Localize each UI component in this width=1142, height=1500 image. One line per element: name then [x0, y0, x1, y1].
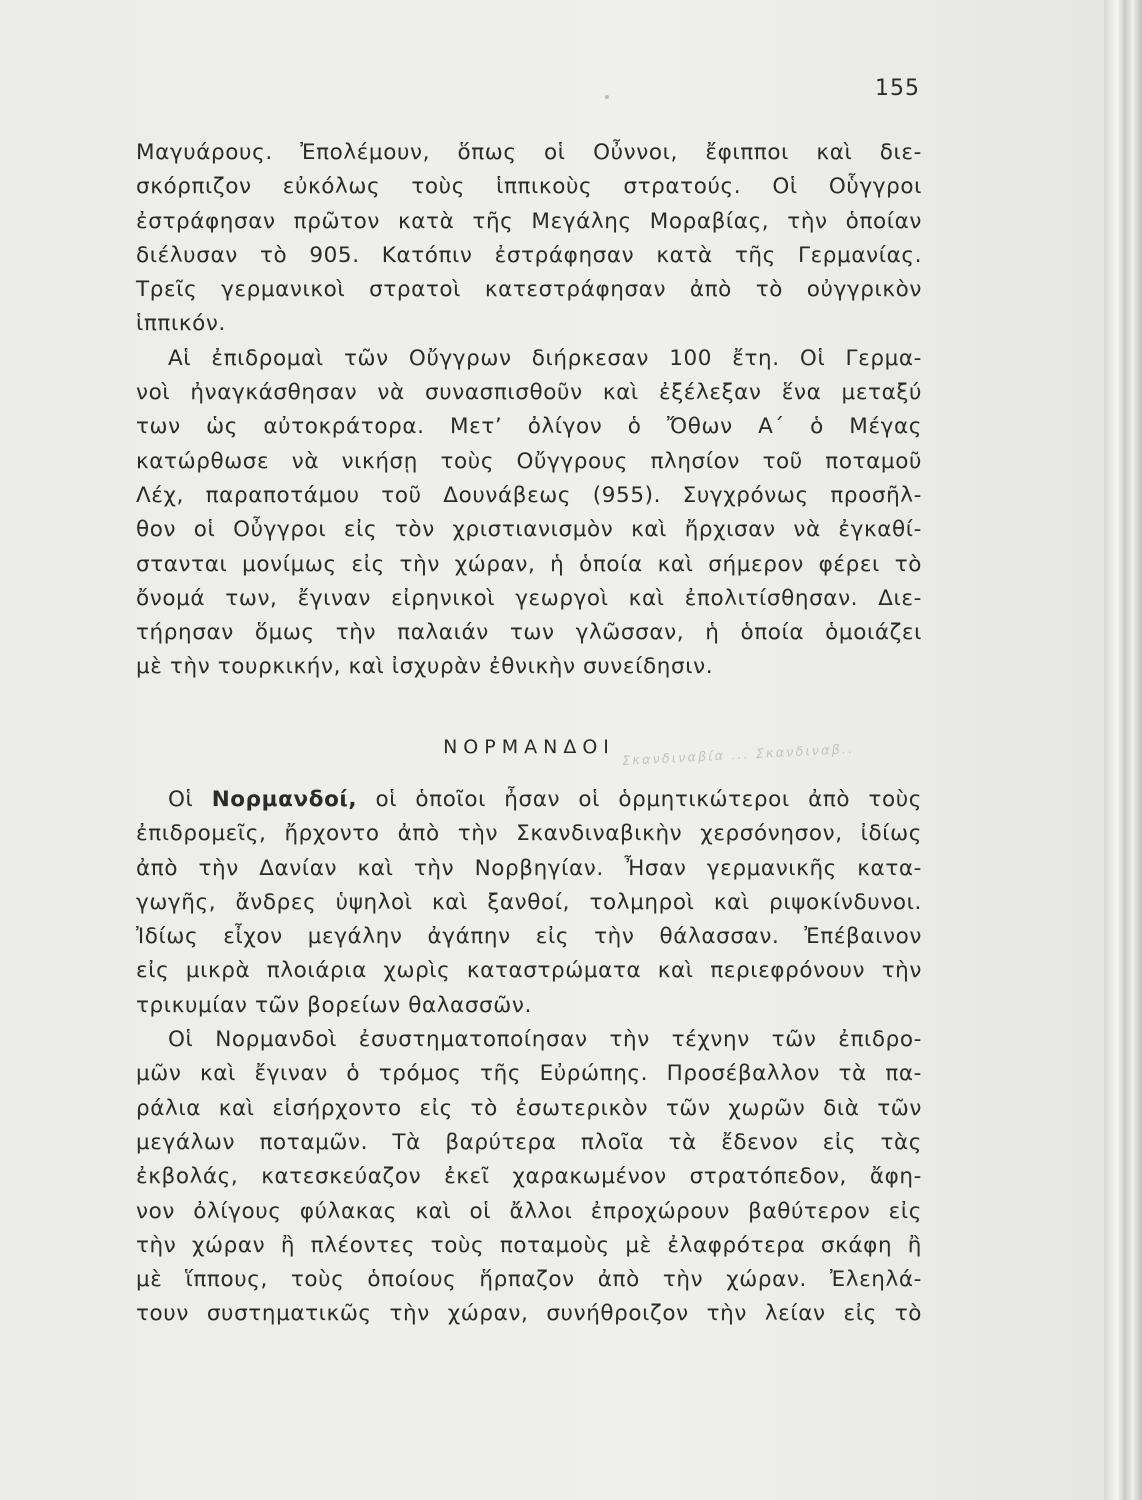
text-line: μὲ ἵππους, τοὺς ὁποίους ἥρπαζον ἀπὸ τὴν χώραν. Ἐλεηλά-: [136, 1267, 922, 1293]
text-line: θον οἱ Οὖγγροι εἰς τὸν χριστιανισμὸν καὶ ἤρχισαν νὰ ἐγκαθί-: [136, 517, 922, 543]
text-line: Τρεῖς γερμανικοὶ στρατοὶ κατεστράφησαν ἀπὸ τὸ οὐγγρικὸν: [136, 277, 922, 303]
text-line: μῶν καὶ ἔγιναν ὁ τρόμος τῆς Εὐρώπης. Προσέβαλλον τὰ πα-: [136, 1061, 922, 1087]
text-line: σκόρπιζον εὐκόλως τοὺς ἱππικοὺς στρατούς. Οἱ Οὗγγροι: [136, 174, 922, 200]
text-line: ὄνομά των, ἔγιναν εἰρηνικοὶ γεωργοὶ καὶ ἐπολιτίσθησαν. Διε-: [136, 585, 922, 611]
ink-speck: [605, 95, 609, 99]
page-edge-shadow: [1104, 0, 1142, 1500]
pencil-margin-note: Σκανδιναβία ... Σκανδιναβ..: [621, 741, 855, 770]
text-line: νον ὀλίγους φύλακας καὶ οἱ ἄλλοι ἐπροχώρουν βαθύτερον εἰς: [136, 1198, 922, 1224]
section-heading: ΝΟΡΜΑΝΔΟΙ: [443, 736, 615, 758]
text-line: ἱππικόν.: [136, 311, 226, 337]
text-line: τουν συστηματικῶς τὴν χώραν, συνήθροιζον τὴν λείαν εἰς τὸ: [136, 1301, 922, 1327]
text-line: των ὡς αὐτοκράτορα. Μετ’ ὀλίγον ὁ Ὄθων Α΄ ὁ Μέγας: [136, 414, 922, 440]
text-line: μεγάλων ποταμῶν. Τὰ βαρύτερα πλοῖα τὰ ἔδενον εἰς τὰς: [136, 1129, 922, 1155]
text-line: διέλυσαν τὸ 905. Κατόπιν ἐστράφησαν κατὰ τῆς Γερμανίας.: [136, 242, 922, 268]
text-line: τὴν χώραν ἢ πλέοντες τοὺς ποταμοὺς μὲ ἐλαφρότερα σκάφη ἢ: [136, 1232, 922, 1258]
text-line: ἀπὸ τὴν Δανίαν καὶ τὴν Νορβηγίαν. Ἦσαν γερμανικῆς κατα-: [136, 855, 922, 881]
text-line: τήρησαν ὅμως τὴν παλαιάν των γλῶσσαν, ἡ ὁποία ὁμοιάζει: [136, 620, 922, 646]
text-line: εἰς μικρὰ πλοιάρια χωρὶς καταστρώματα καὶ περιεφρόνουν τὴν: [136, 958, 922, 984]
text-line: γωγῆς, ἄνδρες ὑψηλοὶ καὶ ξανθοί, τολμηροὶ καὶ ριψοκίνδυνοι.: [136, 889, 922, 915]
text-line: στανται μονίμως εἰς τὴν χώραν, ἡ ὁποία καὶ σήμερον φέρει τὸ: [136, 551, 922, 577]
text-run: Οἱ: [168, 787, 212, 812]
text-line: ἐπιδρομεῖς, ἤρχοντο ἀπὸ τὴν Σκανδιναβικὴν χερσόνησον, ἰδίως: [136, 821, 922, 847]
text-line: Ἰδίως εἶχον μεγάλην ἀγάπην εἰς τὴν θάλασσαν. Ἐπέβαινον: [136, 924, 922, 950]
text-line: ἐστράφησαν πρῶτον κατὰ τῆς Μεγάλης Μοραβίας, τὴν ὁποίαν: [136, 208, 922, 234]
text-line: ἐκβολάς, κατεσκεύαζον ἐκεῖ χαρακωμένον στρατόπεδον, ἄφη-: [136, 1164, 922, 1190]
text-line: [136, 783, 922, 817]
paragraph-block-normans: [136, 783, 922, 1332]
text-line: κατώρθωσε νὰ νικήσῃ τοὺς Οὔγγρους πλησίον τοῦ ποταμοῦ: [136, 448, 922, 474]
page-number: 155: [875, 76, 920, 101]
text-line: Λέχ, παραποτάμου τοῦ Δουνάβεως (955). Συγχρόνως προσῆλ-: [136, 482, 922, 508]
text-line: μὲ τὴν τουρκικήν, καὶ ἰσχυρὰν ἐθνικὴν συνείδησιν.: [136, 654, 714, 680]
text-line: ράλια καὶ εἰσήρχοντο εἰς τὸ ἐσωτερικὸν τῶν χωρῶν διὰ τῶν: [136, 1095, 922, 1121]
text-line: Οἱ Νορμανδοὶ ἐσυστηματοποίησαν τὴν τέχνην τῶν ἐπιδρο-: [168, 1027, 922, 1053]
text-run: οἱ ὁποῖοι ἦσαν οἱ ὁρμητικώτεροι ἀπὸ τοὺς: [357, 787, 922, 812]
text-line: Αἱ ἐπιδρομαὶ τῶν Οὔγγρων διήρκεσαν 100 ἔτη. Οἱ Γερμα-: [168, 345, 922, 371]
text-line: νοὶ ἠναγκάσθησαν νὰ συνασπισθοῦν καὶ ἐξέλεξαν ἕνα μεταξύ: [136, 380, 922, 406]
bold-term: Νορμανδοί,: [211, 787, 358, 812]
text-line: Μαγυάρους. Ἐπολέμουν, ὅπως οἱ Οὖννοι, ἔφιπποι καὶ διε-: [136, 140, 922, 165]
paragraph-block-magyars: [136, 136, 922, 685]
text-line: τρικυμίαν τῶν βορείων θαλασσῶν.: [136, 992, 532, 1018]
